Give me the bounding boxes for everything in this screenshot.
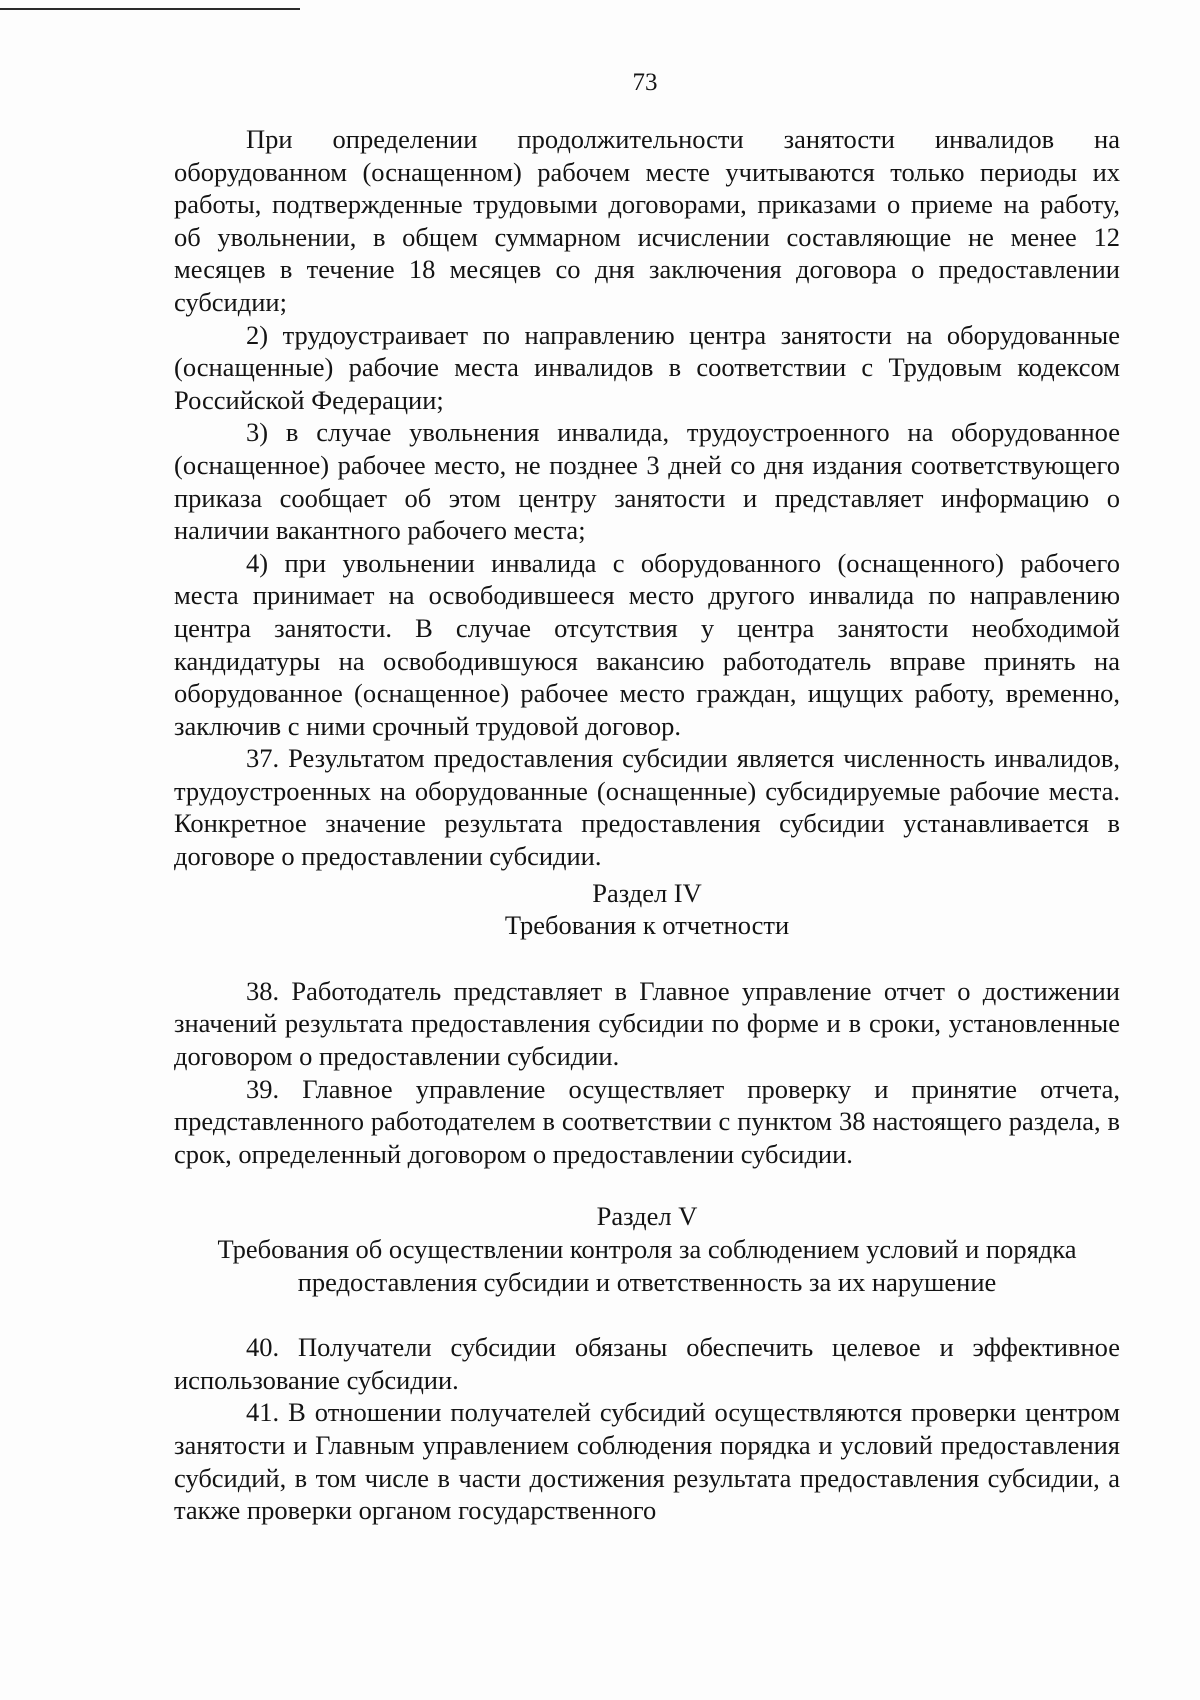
section-5-label: Раздел V bbox=[596, 1201, 698, 1232]
paragraph-employment-duration: При определении продолжительности занятости инвалидов на оборудованном (оснащенном) рабочем месте учитываются только периоды их работы, подтвержденные трудовыми договорами, приказами о приеме на работу, об увольнении, в общем суммарном исчислении составляющие не менее 12 месяцев в течение 18 месяцев со дня заключения договора о предоставлении субсидии; bbox=[174, 124, 1120, 317]
paragraph-item-2: 2) трудоустраивает по направлению центра занятости на оборудованные (оснащенные) рабочие места инвалидов в соответствии с Трудовым кодексом Российской Федерации; bbox=[174, 319, 1120, 415]
section-4-label: Раздел IV bbox=[592, 877, 702, 908]
section-5-title-line-2: предоставления субсидии и ответственность за их нарушение bbox=[297, 1266, 997, 1297]
paragraph-40: 40. Получатели субсидии обязаны обеспечить целевое и эффективное использование субсидии. bbox=[174, 1332, 1120, 1395]
section-4-title: Требования к отчетности bbox=[504, 910, 790, 941]
scan-edge-line bbox=[0, 8, 300, 10]
document-body bbox=[174, 123, 1120, 1527]
paragraph-37: 37. Результатом предоставления субсидии является численность инвалидов, трудоустроенных на оборудованные (оснащенные) субсидируемые рабочие места. Конкретное значение результата предоставления субсидии устанавливается в договоре о предоставлении субсидии. bbox=[174, 743, 1120, 872]
paragraph-39: 39. Главное управление осуществляет проверку и принятие отчета, представленного работодателем в соответствии с пунктом 38 настоящего раздела, в срок, определенный договором о предоставлении субсидии. bbox=[174, 1073, 1120, 1169]
paragraph-41: 41. В отношении получателей субсидий осуществляются проверки центром занятости и Главным управлением соблюдения порядка и условий предоставления субсидий, в том числе в части достижения результата предоставления субсидии, а также проверки органом государственного bbox=[174, 1397, 1120, 1526]
paragraph-38: 38. Работодатель представляет в Главное управление отчет о достижении значений результата предоставления субсидии по форме и в сроки, установленные договором о предоставлении субсидии. bbox=[174, 975, 1120, 1072]
paragraph-item-4: 4) при увольнении инвалида с оборудованного (оснащенного) рабочего места принимает на освободившееся место другого инвалида по направлению центра занятости. В случае отсутствия у центра занятости необходимой кандидатуры на освободившуюся вакансию работодатель вправе принять на оборудованное (оснащенное) рабочее место граждан, ищущих работу, временно, заключив с ними срочный трудовой договор. bbox=[174, 547, 1120, 741]
section-5-title-line-1: Требования об осуществлении контроля за соблюдением условий и порядка bbox=[217, 1234, 1077, 1264]
paragraph-item-3: 3) в случае увольнения инвалида, трудоустроенного на оборудованное (оснащенное) рабочее место, не позднее 3 дней со дня издания соответствующего приказа сообщает об этом центру занятости и представляет информацию о наличии вакантного рабочего места; bbox=[174, 417, 1120, 546]
page-number: 73 bbox=[632, 69, 658, 96]
